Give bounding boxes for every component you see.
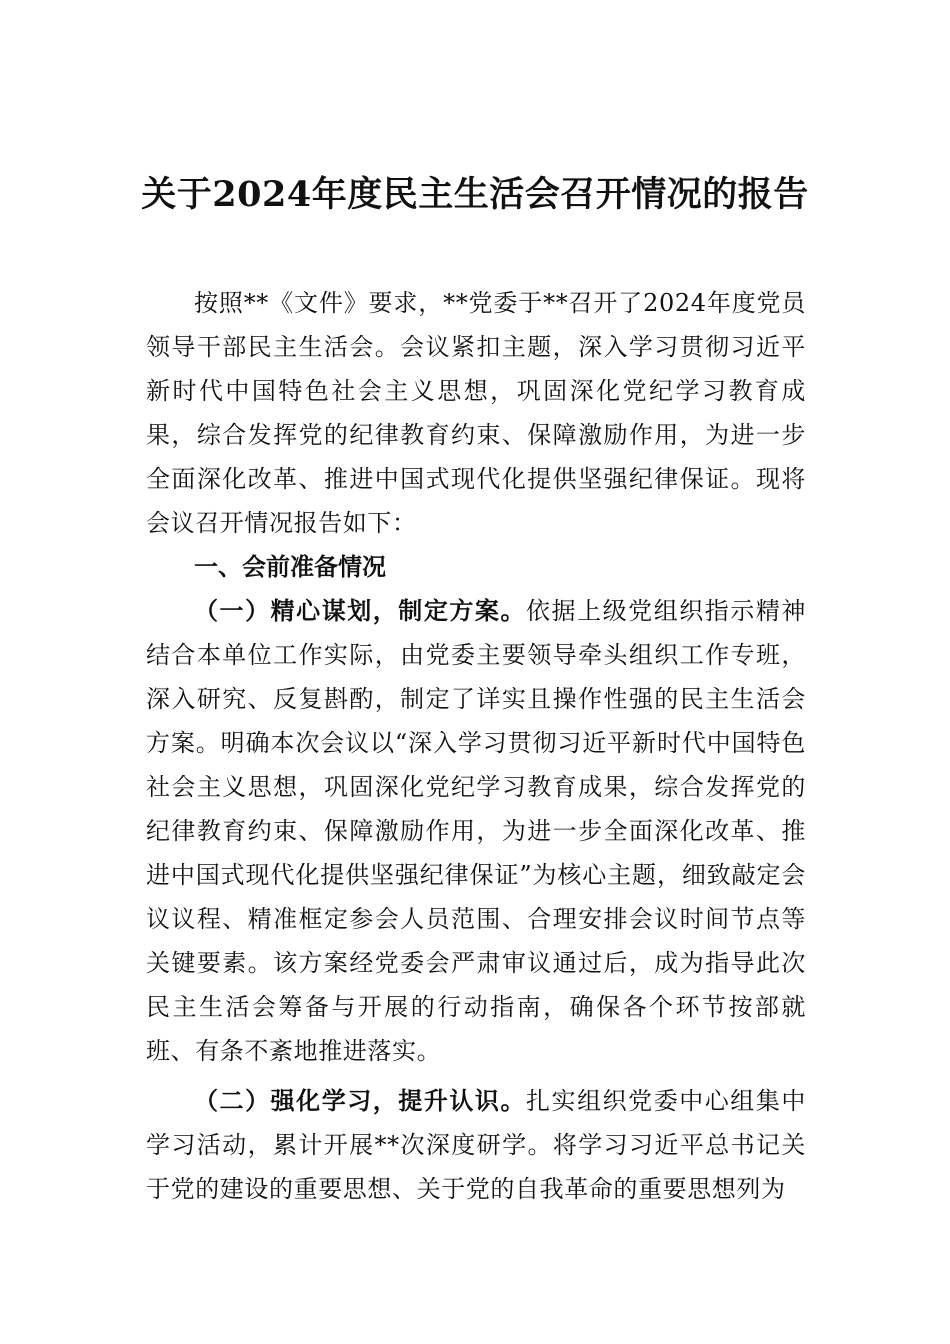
section-heading-1: 一、会前准备情况 <box>194 553 386 581</box>
item-1-text: 依据上级党组织指示精神结合本单位工作实际，由党委主要领导牵头组织工作专班，深入研究、反复斟酌，制定了详实且操作性强的民主生活会方案。明确本次会议以“深入学习贯彻习近平新时代中国特色社会主义思想，巩固深化党纪学习教育成果，综合发挥党的纪律教育约束、保障激励作用，为进一步全面深化改革、推进中国式现代化提供坚强纪律保证”为核心主题，细致敲定会议议程、精准框定参会人员范围、合理安排会议时间节点等关键要素。该方案经党委会严肃审议通过后，成为指导此次民主生活会筹备与开展的行动指南，确保各个环节按部就班、有条不紊地推进落实。 <box>146 597 806 1065</box>
intro-paragraph: 按照**《文件》要求，**党委于**召开了2024年度党员领导干部民主生活会。会议紧扣主题，深入学习贯彻习近平新时代中国特色社会主义思想，巩固深化党纪学习教育成果，综合发挥党的纪律教育约束、保障激励作用，为进一步全面深化改革、推进中国式现代化提供坚强纪律保证。现将会议召开情况报告如下： <box>146 289 806 537</box>
document-title: 关于2024年度民主生活会召开情况的报告 <box>141 174 809 215</box>
document-body <box>146 281 806 1211</box>
item-1-paragraph <box>146 589 806 1073</box>
item-1-lead: （一）精心谋划，制定方案。 <box>194 596 526 625</box>
item-2-paragraph <box>146 1079 806 1211</box>
item-2-lead: （二）强化学习，提升认识。 <box>194 1086 526 1115</box>
item-2-text: 扎实组织党委中心组集中学习活动，累计开展**次深度研学。将学习习近平总书记关于党的建设的重要思想、关于党的自我革命的重要思想列为 <box>146 1087 806 1203</box>
